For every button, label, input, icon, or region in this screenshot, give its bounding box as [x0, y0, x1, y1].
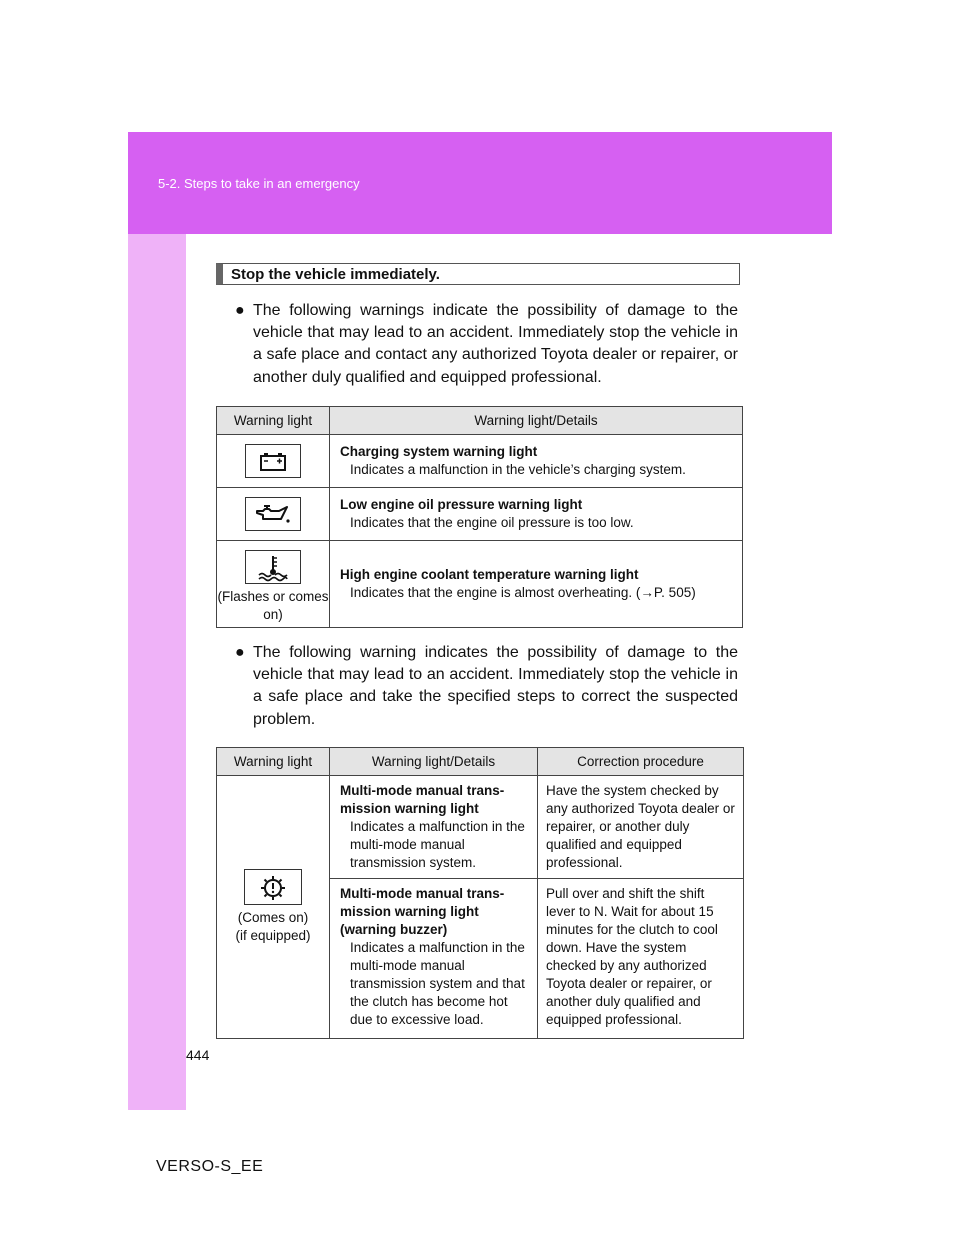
column-header: Correction procedure	[538, 748, 744, 776]
table-header-row	[217, 407, 743, 435]
warning-description: Indicates a malfunction in the multi-mode manual transmission system and that the clutch has become hot due to excessive load.	[350, 940, 525, 1027]
procedure-cell: Have the system checked by any authorized Toyota dealer or repairer, or another duly qualified and equipped professional.	[538, 776, 744, 879]
icon-cell	[217, 435, 330, 488]
column-header: Warning light	[217, 407, 330, 435]
bullet-text: The following warnings indicate the possibility of damage to the vehicle that may lead to an accident. Immediately stop the vehicle in a safe place and contact any authorized Toyota dealer or repairer, or another duly qualified and equipped professional.	[253, 302, 738, 386]
table-header-row	[217, 748, 744, 776]
bullet-icon: ●	[235, 302, 245, 319]
warning-description: Indicates a malfunction in the vehicle’s charging system.	[350, 462, 686, 477]
coolant-temperature-icon	[245, 550, 301, 584]
table-row	[217, 541, 743, 628]
details-cell	[330, 541, 743, 628]
details-cell	[330, 488, 743, 541]
oil-can-icon	[245, 497, 301, 531]
warning-title: mission warning light	[340, 904, 479, 919]
warning-title: Low engine oil pressure warning light	[340, 497, 583, 512]
table-row	[217, 488, 743, 541]
icon-cell	[217, 488, 330, 541]
column-header: Warning light/Details	[330, 407, 743, 435]
warning-table-1	[216, 406, 743, 628]
warning-title: Multi-mode manual trans-	[340, 886, 505, 901]
side-color-band	[128, 234, 186, 1110]
table-row	[217, 435, 743, 488]
bullet-paragraph-2	[235, 642, 738, 731]
warning-title: mission warning light	[340, 801, 479, 816]
bullet-icon: ●	[235, 644, 245, 661]
details-cell	[330, 879, 538, 1039]
warning-title: Charging system warning light	[340, 444, 538, 459]
column-header: Warning light	[217, 748, 330, 776]
warning-title: Multi-mode manual trans-	[340, 783, 505, 798]
flash-note: (Flashes or comes on)	[217, 589, 329, 622]
icon-cell	[217, 541, 330, 628]
warning-description: Indicates that the engine is almost overheating. (→P. 505)	[350, 585, 696, 600]
icon-cell	[217, 776, 330, 1039]
comes-on-note: (Comes on)	[237, 910, 309, 925]
details-cell	[330, 435, 743, 488]
details-cell	[330, 776, 538, 879]
warning-table-2	[216, 747, 744, 1039]
warning-description: Indicates a malfunction in the multi-mode manual transmission system.	[350, 819, 525, 870]
bullet-paragraph-1	[235, 300, 738, 389]
model-code: VERSO-S_EE	[156, 1158, 264, 1175]
bullet-text: The following warning indicates the possibility of damage to the vehicle that may lead to an accident. Immediately stop the vehicle in a safe place and take the specified steps to correct the suspected problem.	[253, 644, 738, 728]
chapter-header-band	[128, 132, 832, 234]
transmission-warning-icon	[244, 869, 302, 905]
battery-icon	[245, 444, 301, 478]
warning-title: High engine coolant temperature warning light	[340, 567, 639, 582]
caution-heading: Stop the vehicle immediately.	[216, 263, 740, 285]
section-title: 5-2. Steps to take in an emergency	[158, 176, 360, 191]
table-row	[217, 776, 744, 879]
procedure-cell: Pull over and shift the shift lever to N. Wait for about 15 minutes for the clutch to cool down. Have the system checked by any authorized Toyota dealer or repairer, or another duly qualified and equipped professional.	[538, 879, 744, 1039]
page-number: 444	[186, 1047, 210, 1063]
warning-description: Indicates that the engine oil pressure is too low.	[350, 515, 634, 530]
warning-title: (warning buzzer)	[340, 922, 448, 937]
column-header: Warning light/Details	[330, 748, 538, 776]
equipped-note: (if equipped)	[235, 928, 311, 943]
